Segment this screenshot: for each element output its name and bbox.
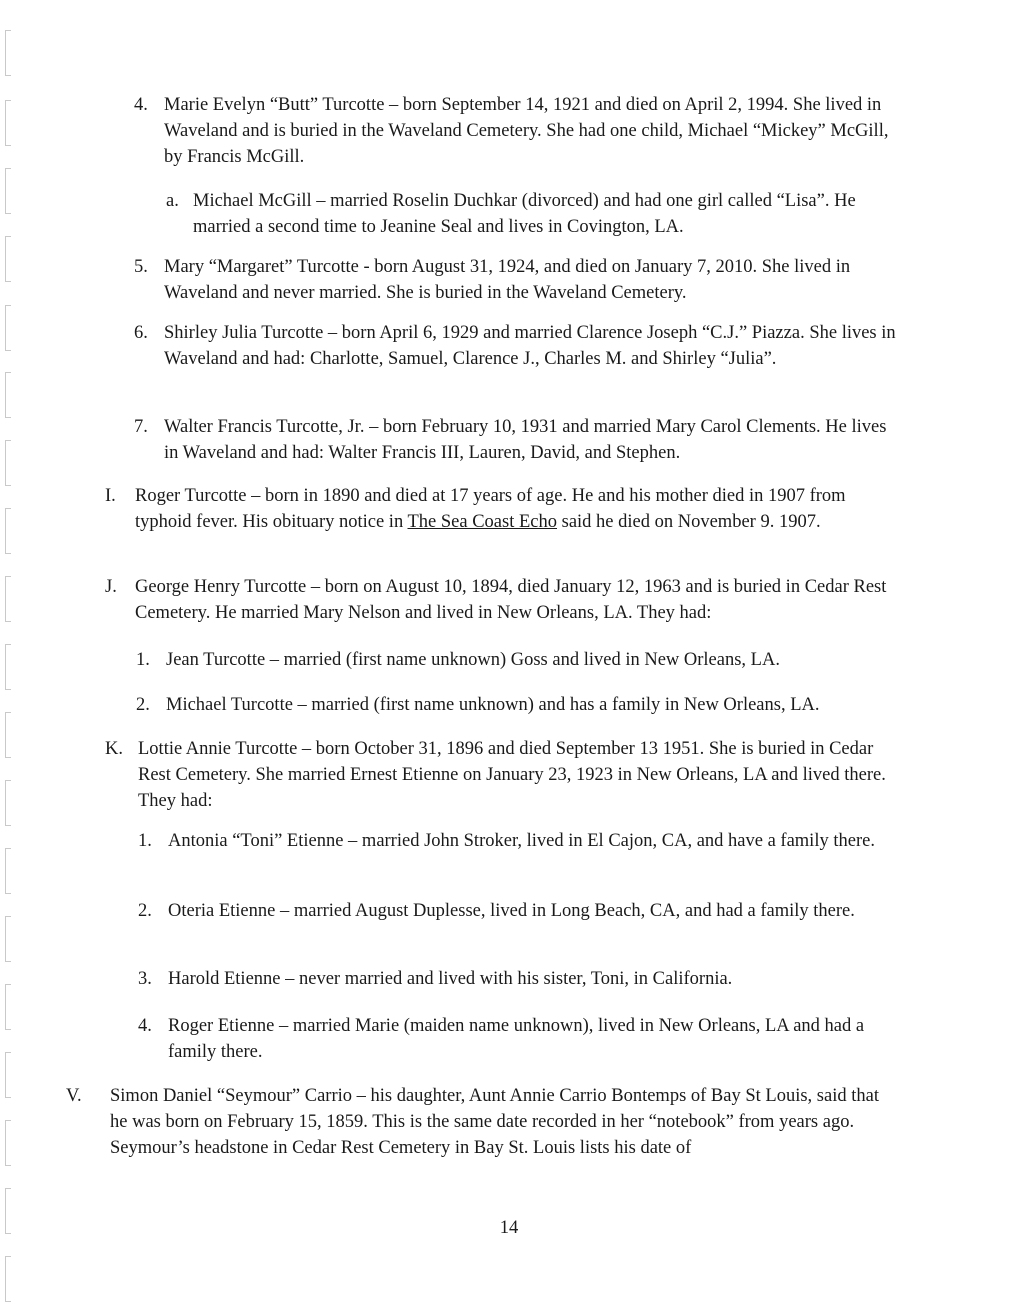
entry-text: Marie Evelyn “Butt” Turcotte – born September 14, 1921 and died on April 2, 1994. She lived in Waveland and is buried in the Waveland Cemetery. She had one child, Michael “Mickey” McGill, by Francis McGill. [164,95,889,167]
list-marker: 2. [136,695,150,715]
list-marker: 7. [134,417,148,437]
list-item [136,692,898,718]
list-item [105,483,898,535]
list-item [166,188,898,240]
list-marker: K. [105,739,123,759]
list-marker: 1. [138,831,152,851]
entry-text [135,483,898,535]
list-item [138,828,900,854]
list-item [138,966,900,992]
entry-text: Lottie Annie Turcotte – born October 31, 1896 and died September 13 1951. She is buried in Cedar Rest Cemetery. She married Ernest Etienne on January 23, 1923 in New Orleans, LA and lived there. They had: [138,739,886,811]
list-marker: a. [166,191,179,211]
list-item [136,647,898,673]
list-marker: 1. [136,650,150,670]
entry-text: Roger Etienne – married Marie (maiden name unknown), lived in New Orleans, LA and had a family there. [168,1016,865,1062]
list-marker: 4. [138,1016,152,1036]
entry-text: Harold Etienne – never married and lived with his sister, Toni, in California. [168,969,733,989]
list-item [138,898,900,924]
scan-binding-edge [0,0,14,1315]
entry-text: Mary “Margaret” Turcotte - born August 31, 1924, and died on January 7, 2010. She lived in Waveland and never married. She is buried in the Waveland Cemetery. [164,257,851,303]
list-item [138,1013,900,1065]
entry-text-part: said he died on November 9. 1907. [557,512,821,532]
list-marker: 5. [134,257,148,277]
newspaper-title: The Sea Coast Echo [407,512,557,532]
entry-text: Simon Daniel “Seymour” Carrio – his daughter, Aunt Annie Carrio Bontemps of Bay St Louis, said that he was born on February 15, 1859. This is the same date recorded in her “notebook” from years ago. Seymour’s headstone in Cedar Rest Cemetery in Bay St. Louis lists his date of [110,1086,879,1158]
entry-text-part: Roger Turcotte – born in 1890 and died at 17 years of age. He and his mother died in 1907 from typhoid fever. His obituary notice in [135,486,846,532]
entry-text: Walter Francis Turcotte, Jr. – born February 10, 1931 and married Mary Carol Clements. He lives in Waveland and had: Walter Francis III, Lauren, David, and Stephen. [164,417,887,463]
list-marker: 3. [138,969,152,989]
entry-text: Jean Turcotte – married (first name unknown) Goss and lived in New Orleans, LA. [166,650,780,670]
list-item [134,320,898,372]
list-item [105,736,900,814]
list-marker: J. [105,577,117,597]
entry-text: George Henry Turcotte – born on August 10, 1894, died January 12, 1963 and is buried in Cedar Rest Cemetery. He married Mary Nelson and lived in New Orleans, LA. They had: [135,577,887,623]
entry-text: Antonia “Toni” Etienne – married John Stroker, lived in El Cajon, CA, and have a family there. [168,831,875,851]
list-item [134,414,898,466]
entry-text: Michael McGill – married Roselin Duchkar (divorced) and had one girl called “Lisa”. He married a second time to Jeanine Seal and lives in Covington, LA. [193,191,856,237]
list-marker: 6. [134,323,148,343]
list-marker: V. [66,1086,82,1106]
list-item [66,1083,900,1161]
page-number: 14 [499,1218,519,1238]
list-marker: 2. [138,901,152,921]
entry-text: Michael Turcotte – married (first name unknown) and has a family in New Orleans, LA. [166,695,820,715]
list-item [134,254,898,306]
list-item [134,92,898,170]
entry-text: Oteria Etienne – married August Duplesse, lived in Long Beach, CA, and had a family there. [168,901,855,921]
entry-text: Shirley Julia Turcotte – born April 6, 1929 and married Clarence Joseph “C.J.” Piazza. She lives in Waveland and had: Charlotte, Samuel, Clarence J., Charles M. and Shirley “Julia”. [164,323,896,369]
list-marker: I. [105,486,116,506]
list-marker: 4. [134,95,148,115]
list-item [105,574,898,626]
